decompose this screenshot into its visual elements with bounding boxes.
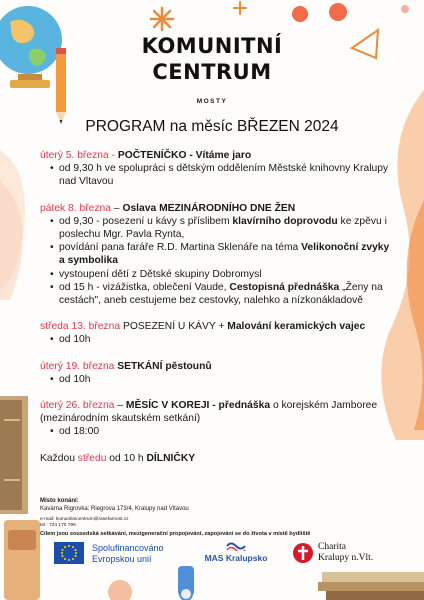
- text: povídání pana faráře R.D. Martina Sklenáře na téma: [59, 242, 302, 254]
- event-header: [40, 320, 392, 333]
- charita-line: Charita: [318, 542, 346, 552]
- event-title: SETKÁNÍ pěstounů: [114, 360, 212, 372]
- dot-shape: [329, 3, 347, 21]
- event-date: středa 13. března: [40, 321, 121, 333]
- event-header: [40, 360, 392, 373]
- program-heading: PROGRAM na měsíc BŘEZEN 2024: [85, 118, 339, 135]
- list-item: • od 10h: [50, 333, 392, 346]
- charita-cross-icon: [292, 542, 314, 564]
- mas-label: MAS Kralupsko: [204, 553, 268, 563]
- separator: -: [108, 150, 118, 161]
- sponsor-logos: [44, 540, 394, 580]
- event-date: úterý 26. března: [40, 400, 115, 412]
- event-title: Oslava MEZINÁRODNÍHO DNE ŽEN: [122, 202, 296, 214]
- text: od 10 h: [106, 452, 147, 464]
- venue-label: Místo konání:: [40, 498, 79, 504]
- list-item: • od 9,30 h ve spolupráci s dětským oddělením Městské knihovny Kralupy nad Vltavou: [50, 162, 392, 188]
- event-header: [40, 202, 392, 215]
- mas-logo: [196, 541, 276, 563]
- venue-address: Kavárna Rigrovka: Riegrova 173/4, Kralupy nad Vltavou: [40, 506, 189, 512]
- eu-label-line: Spolufinancováno: [92, 543, 164, 553]
- event-date: úterý 19. března: [40, 360, 115, 372]
- text: Každou: [40, 452, 78, 464]
- text: ke zpěvu i poslechu Mgr. Pavla Rynta,: [59, 215, 387, 241]
- event-header: [40, 149, 392, 162]
- event-date: pátek 8. března: [40, 202, 111, 214]
- separator: –: [114, 400, 126, 412]
- list-item: [50, 215, 392, 241]
- event-title: POČTENÍČKO - Vítáme jaro: [117, 150, 252, 161]
- contact-phone: tel.: 724 170 796: [40, 523, 76, 529]
- eu-cofunded-label: [92, 543, 164, 565]
- charita-label: [318, 542, 373, 564]
- list-item: [50, 281, 392, 307]
- dot-shape: [108, 580, 132, 600]
- dot-shape: [401, 5, 409, 13]
- page-title-line2: CENTRUM: [152, 60, 272, 84]
- text: od 9,30 - posezení u kávy s příslibem: [59, 215, 233, 227]
- mas-wave-icon: [226, 541, 246, 551]
- event-title-bold: Malování keramických vajec: [227, 321, 366, 333]
- contact-email: e-mail: komunitnicentrum@rasefarnost.cz: [40, 517, 129, 522]
- list-item: • vystoupení dětí z Dětské skupiny Dobromysl: [50, 268, 392, 281]
- program-list: [40, 149, 392, 465]
- book-icon: [0, 396, 28, 514]
- text-bold: Velikonoční zvyky a symbolika: [59, 242, 390, 267]
- dot-shape: [292, 6, 308, 22]
- list-item: [50, 241, 392, 267]
- subtitle: MOSTY: [196, 98, 228, 105]
- text-red: středu: [77, 452, 107, 464]
- event-header: [40, 399, 392, 425]
- weekly-event: [40, 452, 392, 465]
- text: od 15 h - vizážistka, oblečení Vaude,: [59, 281, 230, 293]
- eu-label-line: Evropskou unií: [92, 554, 152, 564]
- event-title: POSEZENÍ U KÁVY +: [120, 321, 228, 333]
- event-title: MĚSÍC V KOREJI - přednáška: [125, 400, 271, 412]
- list-item: • od 18:00: [50, 425, 392, 438]
- footer-info: [40, 497, 392, 538]
- charita-logo: [292, 542, 374, 569]
- page-title-line1: KOMUNITNÍ: [141, 34, 283, 58]
- sparkle-icon: [151, 8, 173, 30]
- sparkle-icon: [234, 2, 246, 14]
- text: „Ženy na cestách", aneb cestujeme bez cestovky, nalehko a nízkonákladově: [59, 281, 383, 307]
- event-description: o korejském Jamboree (mezinárodním skautském setkání): [40, 400, 378, 425]
- list-item: • od 10h: [50, 373, 392, 386]
- event-date: úterý 5. března: [40, 150, 109, 161]
- bag-icon: [4, 520, 40, 600]
- text-bold: Cestopisná přednáška: [229, 281, 340, 293]
- separator: –: [110, 202, 123, 214]
- text-bold: klavírního doprovodu: [232, 215, 338, 227]
- text-bold: DÍLNIČKY: [146, 452, 196, 464]
- eu-flag-icon: [54, 542, 84, 564]
- charita-line: Kralupy n.Vlt.: [318, 553, 374, 563]
- mission-note: Cílem jsou sousedská setkávání, mezigenerační propojování, zapojování se do života v místě bydliště: [40, 530, 311, 537]
